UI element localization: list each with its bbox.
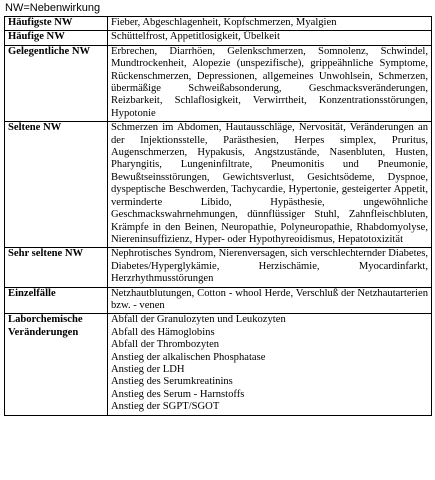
- table-row: [5, 314, 432, 415]
- category-cell: Gelegentliche NW: [5, 45, 108, 121]
- description-line: Abfall der Granulozyten und Leukozyten: [111, 314, 286, 326]
- description-line: Abfall des Hämoglobins: [111, 326, 215, 338]
- description-cell: Schmerzen im Abdomen, Hautausschläge, Nervosität, Veränderungen an der Injektionsstelle, Parästhesien, Herpes simplex, Pruritus, Augenschmerzen, Hypakusis, Angstzustände, Nasenbluten, Husten, Pharyngitis, Lungeninfiltrate, Pneumonitis und Pneumonie, Bewußtseinsstörungen, Gewichtsverlust, Gesichtsödeme, Dyspnoe, dyspeptische Beschwerden, Tachycardie, Hypertonie, gesteigerter Appetit, verminderte Libido, Hypästhesie, ungewöhnliche Geschmackswahrnehmungen, dünnflüssiger Stuhl, Zahnfleischbluten, Krämpfe in den Beinen, Neuropathie, Polyneuropathie, Rhabdomyolyse, Niereninsuffizienz, Hyper- oder Hypothyreoidismus, Hepatotoxizität: [108, 122, 432, 248]
- category-cell: Sehr seltene NW: [5, 248, 108, 287]
- description-cell: [108, 31, 432, 45]
- table-row: [5, 17, 432, 31]
- table-row: [5, 248, 432, 287]
- description-line: Fieber, Abgeschlagenheit, Kopfschmerzen, Myalgien: [111, 17, 337, 28]
- table-row: [5, 122, 432, 248]
- description-cell: Erbrechen, Diarrhöen, Gelenkschmerzen, Somnolenz, Schwindel, Mundtrockenheit, Alopezie (unspezifische), grippeähnliche Symptome, Rückenschmerzen, Depressionen, allgemeines Unwohlsein, Schmerzen, übermäßige Schweißabsonderung, Geschmacksveränderungen, Reizbarkeit, Schlaflosigkeit, Verwirrtheit, Konzentrationsstörungen, Hypotonie: [108, 45, 432, 121]
- description-line: Anstieg der alkalischen Phosphatase: [111, 351, 266, 363]
- description-line: Abfall der Thrombozyten: [111, 339, 220, 351]
- description-line: Schüttelfrost, Appetitlosigkeit, Übelkeit: [111, 31, 280, 43]
- description-line: Anstieg der LDH: [111, 363, 185, 375]
- category-cell: Laborchemische Veränderungen: [5, 314, 108, 415]
- legend-note: NW=Nebenwirkung: [5, 2, 101, 14]
- side-effects-table: [4, 16, 432, 416]
- table-row: [5, 45, 432, 121]
- description-line: Anstieg des Serum - Harnstoffs: [111, 388, 245, 400]
- category-cell: Häufigste NW: [5, 17, 108, 31]
- table-row: [5, 287, 432, 314]
- category-cell: Häufige NW: [5, 31, 108, 45]
- description-line: Anstieg der SGPT/SGOT: [111, 401, 220, 413]
- category-cell: Seltene NW: [5, 122, 108, 248]
- description-cell: [108, 17, 432, 31]
- description-line: Anstieg des Serumkreatinins: [111, 376, 233, 388]
- description-cell: Nephrotisches Syndrom, Nierenversagen, sich verschlechternder Diabetes, Diabetes/Hyperglykämie, Herzischämie, Myocardinfarkt, Herzrhythmusstörungen: [108, 248, 432, 287]
- description-cell: [108, 314, 432, 415]
- table-row: [5, 31, 432, 45]
- description-cell: Netzhautblutungen, Cotton - whool Herde, Verschluß der Netzhautarterien bzw. - venen: [108, 287, 432, 314]
- category-cell: Einzelfälle: [5, 287, 108, 314]
